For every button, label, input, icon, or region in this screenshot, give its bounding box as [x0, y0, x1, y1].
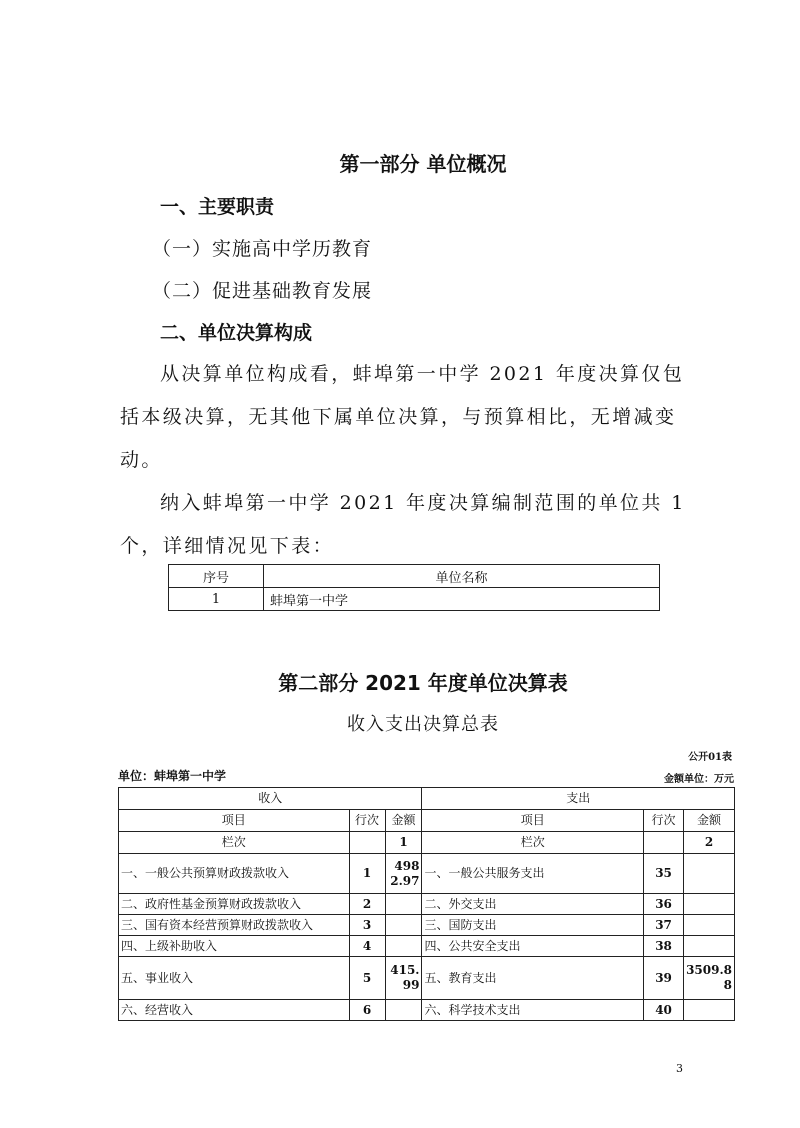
table-subtitle: 收入支出决算总表 — [347, 714, 499, 735]
in-line: 4 — [349, 936, 385, 957]
table-row — [119, 957, 735, 1000]
duty-item-1: （一）实施高中学历教育 — [152, 238, 373, 260]
out-item: 五、教育支出 — [422, 957, 644, 1000]
amount-unit: 金额单位：万元 — [664, 774, 734, 785]
part2-title: 第二部分 2021 年度单位决算表 — [278, 671, 568, 695]
in-item: 三、国有资本经营预算财政拨款收入 — [119, 915, 350, 936]
in-line: 3 — [349, 915, 385, 936]
lanci-label-2: 栏次 — [422, 832, 644, 854]
in-amount — [385, 936, 422, 957]
col-item-2: 项目 — [422, 810, 644, 832]
out-amount — [684, 1000, 735, 1021]
out-line: 37 — [644, 915, 684, 936]
unit-table-header — [169, 565, 660, 588]
composition-paragraph: 从决算单位构成看，蚌埠第一中学 2021 年度决算仅包括本级决算，无其他下属单位决算，与预算相比，无增减变动。 — [120, 363, 685, 471]
section-heading-duties: 一、主要职责 — [160, 196, 275, 218]
in-item: 五、事业收入 — [119, 957, 350, 1000]
unit-name: 蚌埠第一中学 — [264, 588, 660, 611]
income-header: 收入 — [119, 788, 422, 810]
out-amount — [684, 854, 735, 894]
in-amount: 415.99 — [385, 957, 422, 1000]
in-item: 四、上级补助收入 — [119, 936, 350, 957]
out-item: 三、国防支出 — [422, 915, 644, 936]
table-row — [119, 1000, 735, 1021]
lanci-1: 1 — [385, 832, 422, 854]
col-amount: 金额 — [385, 810, 422, 832]
section-heading-composition: 二、单位决算构成 — [160, 322, 313, 344]
out-amount: 3509.88 — [684, 957, 735, 1000]
in-line: 2 — [349, 894, 385, 915]
out-line: 39 — [644, 957, 684, 1000]
part1-title: 第一部分 单位概况 — [339, 152, 507, 176]
table-row — [119, 936, 735, 957]
in-item: 二、政府性基金预算财政拨款收入 — [119, 894, 350, 915]
table-row — [119, 854, 735, 894]
header-seq: 序号 — [169, 565, 264, 588]
out-item: 六、科学技术支出 — [422, 1000, 644, 1021]
header-unit-name: 单位名称 — [264, 565, 660, 588]
out-item: 一、一般公共服务支出 — [422, 854, 644, 894]
table-group-header — [119, 788, 735, 810]
unit-seq: 1 — [169, 588, 264, 611]
scope-paragraph: 纳入蚌埠第一中学 2021 年度决算编制范围的单位共 1 个，详细情况见下表： — [120, 492, 686, 557]
table-lanci-row — [119, 832, 735, 854]
in-amount: 4982.97 — [385, 854, 422, 894]
table-column-header — [119, 810, 735, 832]
out-line: 40 — [644, 1000, 684, 1021]
expense-header: 支出 — [422, 788, 735, 810]
out-line: 36 — [644, 894, 684, 915]
col-line: 行次 — [349, 810, 385, 832]
in-item: 一、一般公共预算财政拨款收入 — [119, 854, 350, 894]
lanci-2: 2 — [684, 832, 735, 854]
table-row — [119, 915, 735, 936]
in-line: 5 — [349, 957, 385, 1000]
duty-item-2: （二）促进基础教育发展 — [152, 280, 373, 302]
in-amount — [385, 1000, 422, 1021]
col-item: 项目 — [119, 810, 350, 832]
income-expense-table — [118, 787, 735, 1021]
in-line: 6 — [349, 1000, 385, 1021]
out-line: 35 — [644, 854, 684, 894]
out-amount — [684, 915, 735, 936]
out-item: 四、公共安全支出 — [422, 936, 644, 957]
lanci-label: 栏次 — [119, 832, 350, 854]
in-amount — [385, 915, 422, 936]
table-row — [119, 894, 735, 915]
page-number: 3 — [676, 1062, 683, 1075]
col-amount-2: 金额 — [684, 810, 735, 832]
table-row — [169, 588, 660, 611]
in-line: 1 — [349, 854, 385, 894]
out-item: 二、外交支出 — [422, 894, 644, 915]
out-amount — [684, 936, 735, 957]
out-line: 38 — [644, 936, 684, 957]
in-amount — [385, 894, 422, 915]
out-amount — [684, 894, 735, 915]
unit-table — [168, 564, 660, 611]
col-line-2: 行次 — [644, 810, 684, 832]
form-code: 公开01表 — [688, 752, 732, 763]
unit-label: 单位：蚌埠第一中学 — [118, 769, 227, 783]
in-item: 六、经营收入 — [119, 1000, 350, 1021]
